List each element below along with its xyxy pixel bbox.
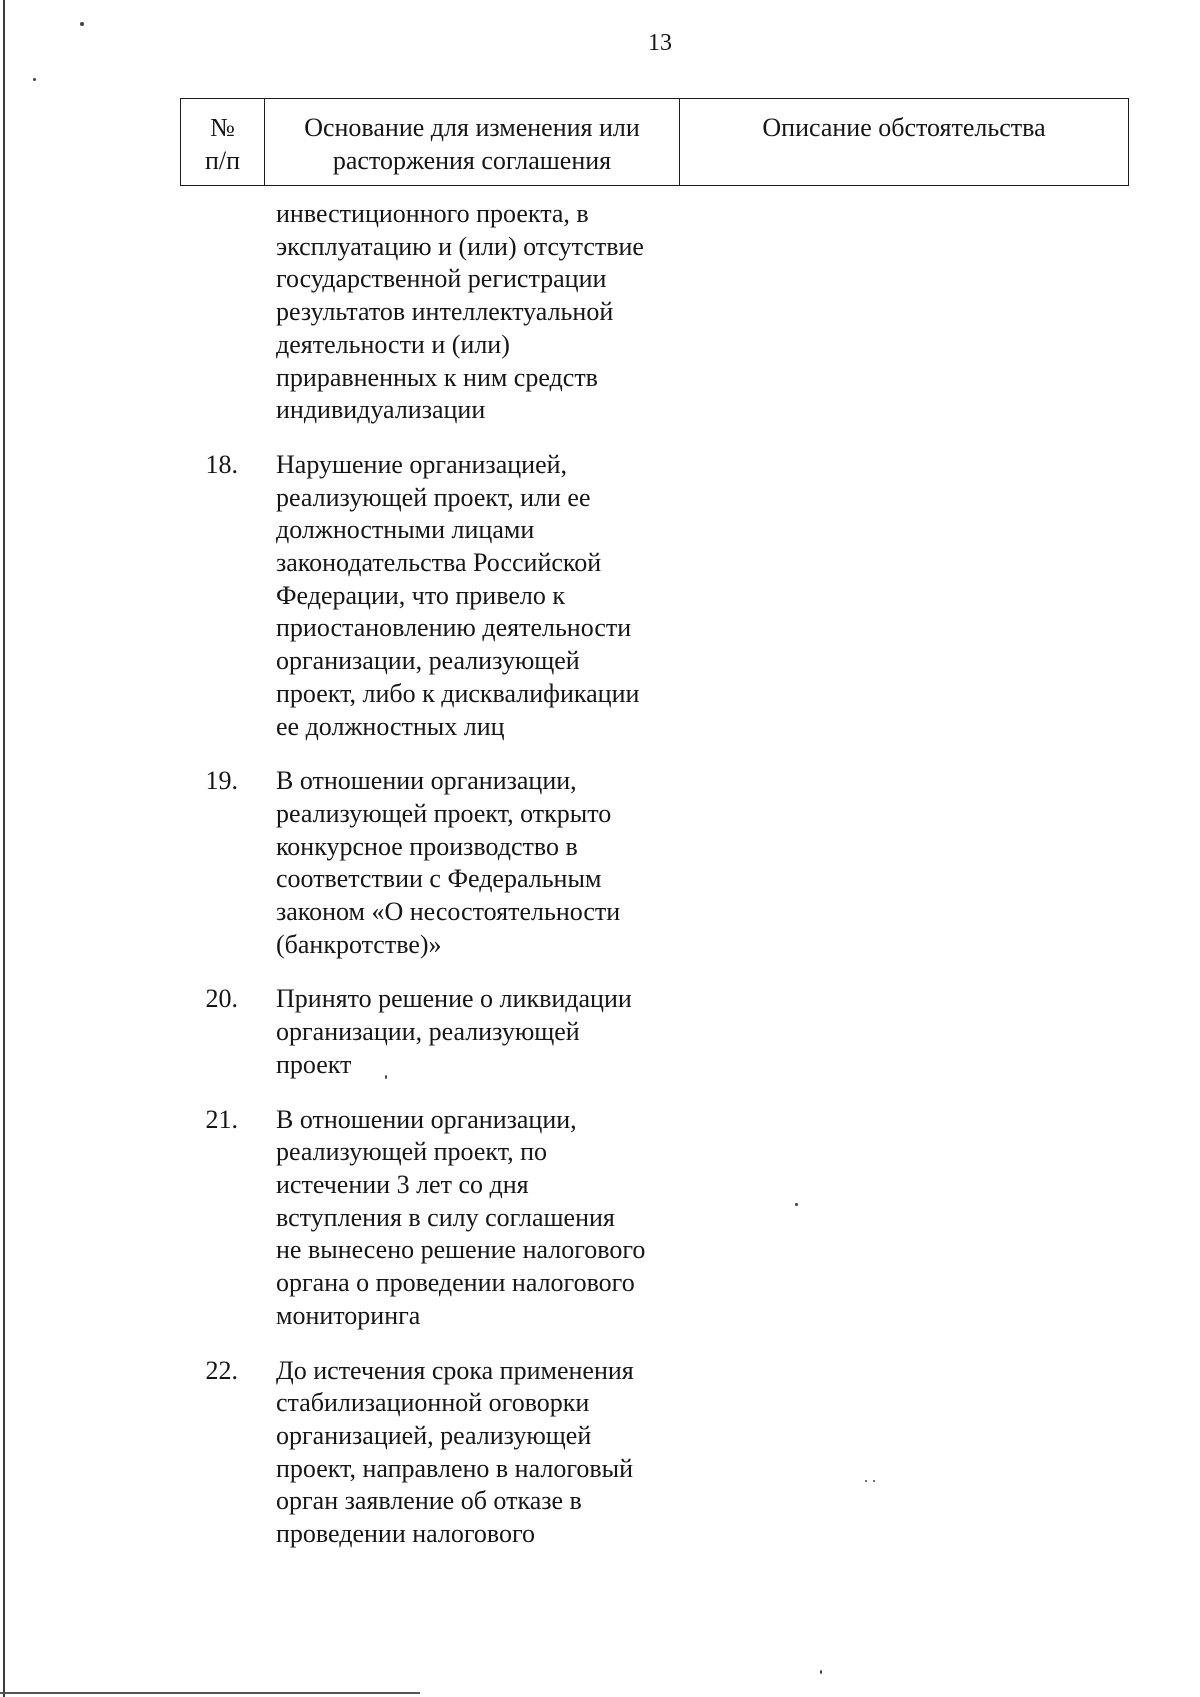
row-description: [679, 765, 1129, 961]
row-basis: Нарушение организацией, реализующей проект, или ее должностными лицами законодательства Российской Федерации, что привело к приостановлению деятельности организации, реализующей проект, либо к дисквалификации ее должностных лиц: [276, 449, 640, 741]
scan-speck: [33, 78, 36, 81]
row-number: 21.: [205, 1104, 238, 1134]
row-description: [679, 983, 1129, 1081]
table-row: [180, 765, 1129, 961]
row-description: [679, 198, 1129, 427]
scan-edge-left: [3, 0, 5, 1697]
scan-edge-bottom: [0, 1692, 420, 1694]
row-number: 20.: [205, 984, 238, 1014]
table-body: [180, 198, 1129, 1573]
row-number: 19.: [205, 766, 238, 796]
table-row: [180, 449, 1129, 743]
row-description: [679, 1355, 1129, 1551]
table-row: [180, 1104, 1129, 1333]
table-row: [180, 1355, 1129, 1551]
row-basis: До истечения срока применения стабилизационной оговорки организацией, реализующей проект, направлено в налоговый орган заявление об отказе в проведении налогового: [276, 1355, 634, 1549]
row-basis: Принято решение о ликвидации организации, реализующей проект: [276, 984, 632, 1079]
table-row: [180, 198, 1129, 427]
header-description: Описание обстоятельства: [762, 113, 1046, 142]
row-number: 22.: [205, 1355, 238, 1385]
row-number: [180, 198, 264, 427]
scan-speck: [80, 22, 84, 26]
header-basis: Основание для изменения или расторжения соглашения: [265, 99, 680, 185]
table-row: [180, 983, 1129, 1081]
row-number: 18.: [205, 449, 238, 479]
row-basis: В отношении организации, реализующей проект, по истечении 3 лет со дня вступления в силу соглашения не вынесено решение налогового органа о проведении налогового мониторинга: [276, 1104, 646, 1330]
row-basis: инвестиционного проекта, в эксплуатацию и (или) отсутствие государственной регистрации результатов интеллектуальной деятельности и (или) приравненных к ним средств индивидуализации: [276, 199, 644, 425]
scan-speck: [820, 1670, 822, 1674]
row-description: [679, 449, 1129, 743]
table-header: [180, 98, 1129, 186]
row-basis: В отношении организации, реализующей проект, открыто конкурсное производство в соответствии с Федеральным законом «О несостоятельности (банкротстве)»: [276, 766, 621, 959]
row-description: [679, 1104, 1129, 1333]
header-num: № п/п: [181, 99, 265, 185]
page-number: 13: [648, 30, 672, 56]
